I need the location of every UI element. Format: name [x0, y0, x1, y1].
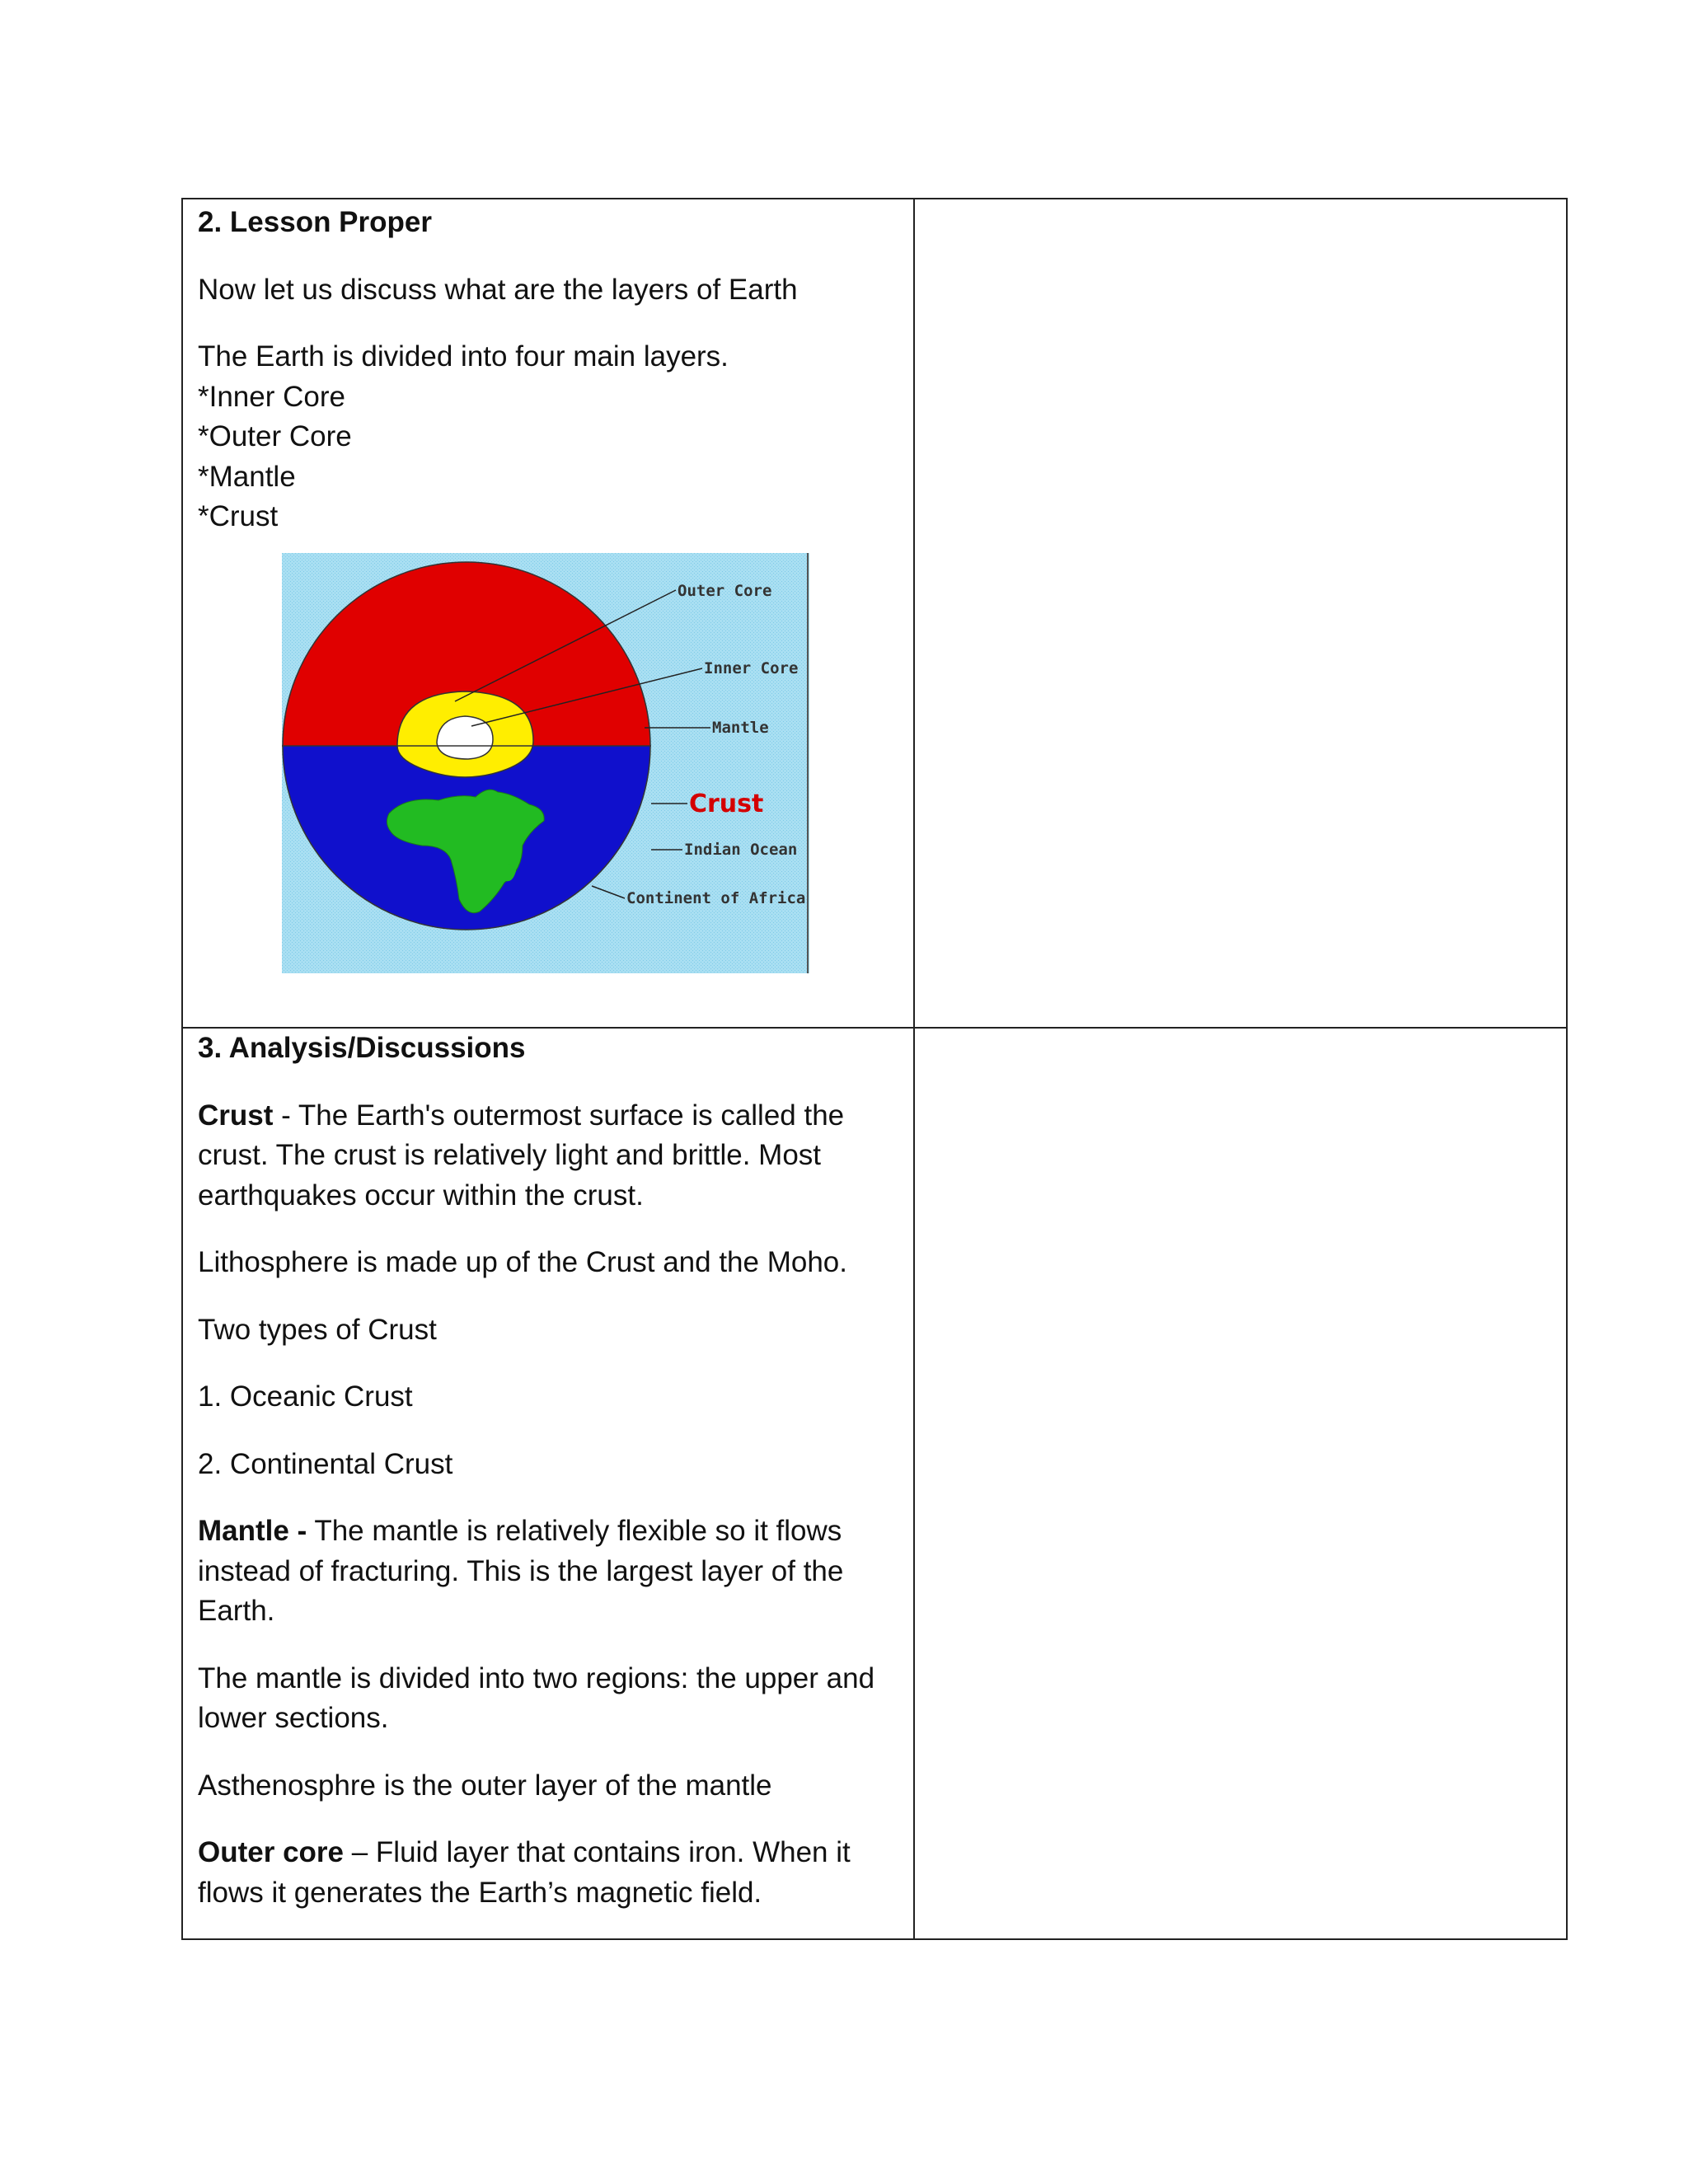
outer-core-description: – Fluid layer that contains iron. When it flows it generates the Earth’s magnetic field. — [198, 1836, 851, 1909]
layer-list-item: *Crust — [198, 500, 279, 532]
crust-types-heading: Two types of Crust — [198, 1313, 437, 1346]
crust-label: Crust — [689, 789, 764, 818]
lesson-row — [182, 199, 1567, 1028]
earth-layers-diagram — [282, 553, 809, 973]
crust-term: Crust — [198, 1099, 274, 1132]
lesson-table — [181, 198, 1568, 1940]
outer-core-label: Outer Core — [678, 581, 772, 600]
continent-label: Continent of Africa — [626, 888, 806, 907]
layer-list-item: *Mantle — [198, 460, 296, 493]
asthenosphere-paragraph: Asthenosphre is the outer layer of the mantle — [198, 1769, 772, 1802]
analysis-notes-cell — [914, 1028, 1567, 1939]
layer-list-item: *Inner Core — [198, 380, 345, 413]
analysis-cell — [182, 1028, 914, 1939]
mantle-description: The mantle is relatively flexible so it flows instead of fracturing. This is the largest layer of the Earth. — [198, 1515, 844, 1627]
lithosphere-paragraph: Lithosphere is made up of the Crust and the Moho. — [198, 1246, 847, 1278]
mantle-label: Mantle — [712, 718, 769, 737]
ocean-label: Indian Ocean — [684, 840, 798, 859]
crust-paragraph — [198, 1096, 900, 1216]
analysis-row — [182, 1028, 1567, 1939]
outer-core-term: Outer core — [198, 1836, 344, 1868]
lesson-division: The Earth is divided into four main layers. — [198, 340, 729, 373]
inner-core-label: Inner Core — [704, 658, 799, 677]
lesson-heading: 2. Lesson Proper — [198, 206, 432, 238]
outer-core-paragraph — [198, 1833, 900, 1913]
crust-type-item: 2. Continental Crust — [198, 1447, 453, 1480]
analysis-heading: 3. Analysis/Discussions — [198, 1032, 526, 1064]
mantle-term: Mantle - — [198, 1515, 307, 1547]
mantle-regions-paragraph: The mantle is divided into two regions: the upper and lower sections. — [198, 1661, 875, 1734]
lesson-cell — [182, 199, 914, 1028]
crust-type-item: 1. Oceanic Crust — [198, 1380, 413, 1413]
lesson-notes-cell — [914, 199, 1567, 1028]
crust-description: - The Earth's outermost surface is called the crust. The crust is relatively light and brittle. Most earthquakes occur within the crust. — [198, 1099, 845, 1212]
lesson-intro: Now let us discuss what are the layers of Earth — [198, 273, 798, 306]
layer-list-item: *Outer Core — [198, 420, 352, 452]
mantle-paragraph — [198, 1511, 900, 1632]
